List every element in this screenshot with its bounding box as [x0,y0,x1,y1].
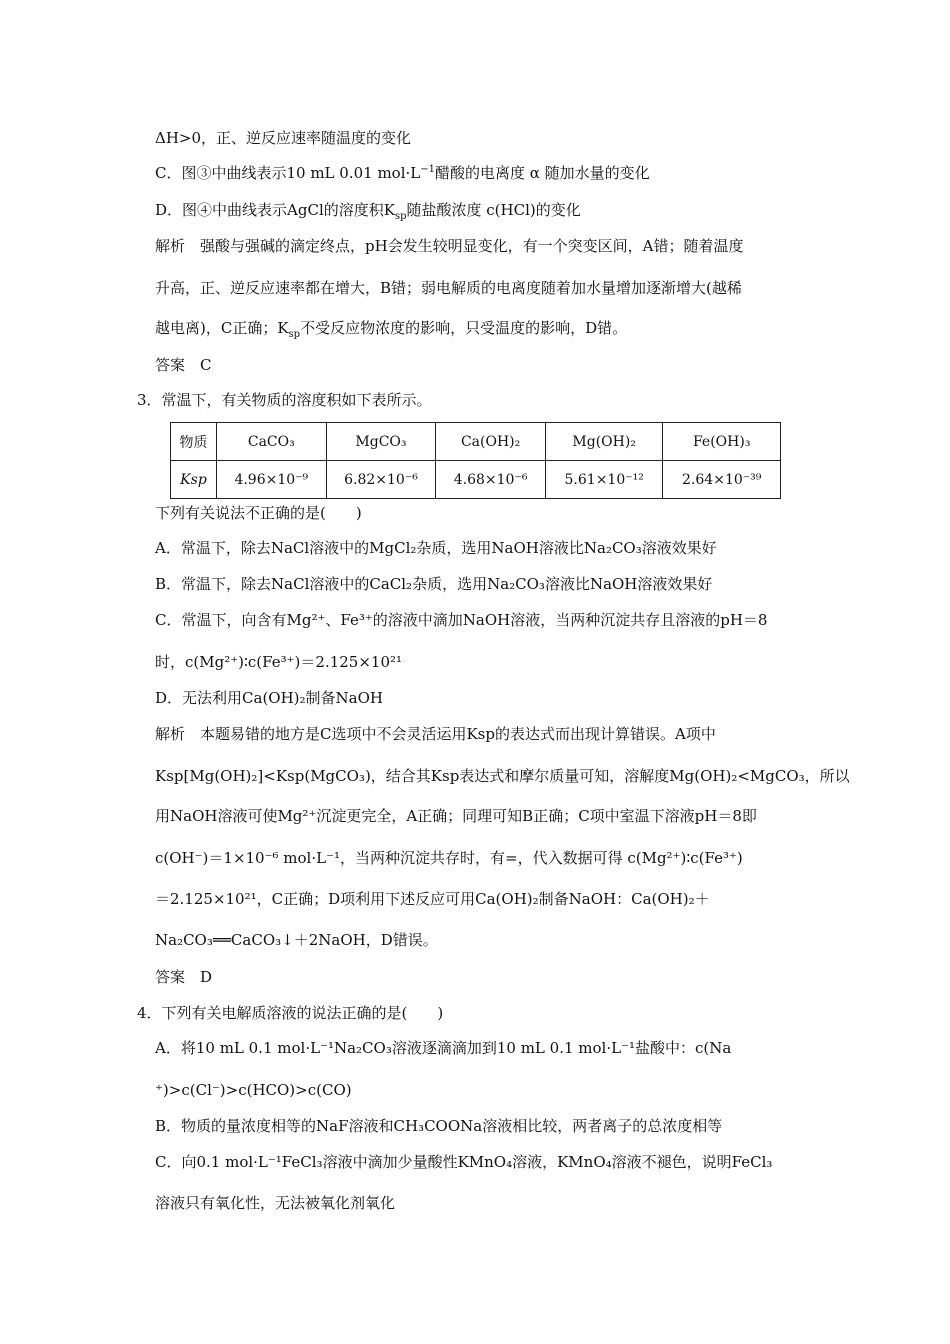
table-header-row [171,423,781,461]
ksp-table [170,422,781,499]
option-b-continuation: ΔH>0，正、逆反应速率随温度的变化 [155,129,412,147]
table-cell: Ca(OH)₂ [436,423,546,461]
superscript: −1 [420,164,435,175]
subscript: sp [394,211,407,222]
table-cell: 物质 [171,423,217,461]
answer-3: 答案 D [155,968,213,986]
table-cell: Ksp [171,461,217,499]
question-3: 3．常温下，有关物质的溶度积如下表所示。 [137,391,432,409]
table-cell: Fe(OH)₃ [663,423,781,461]
analysis-line-6: Na₂CO₃══CaCO₃↓＋2NaOH，D错误。 [155,931,438,949]
option-b: B．物质的量浓度相等的NaF溶液和CH₃COONa溶液相比较，两者离子的总浓度相等 [155,1117,723,1135]
option-d: D．无法利用Ca(OH)₂制备NaOH [155,689,383,707]
table-cell: 4.68×10⁻⁶ [436,461,546,499]
option-c-continuation: 溶液只有氧化性，无法被氧化剂氧化 [155,1194,396,1212]
text: D．图④中曲线表示AgCl的溶度积K [155,201,395,219]
option-c-continuation: 时，c(Mg²⁺)∶c(Fe³⁺)＝2.125×10²¹ [155,653,403,671]
option-c [155,163,650,183]
subscript: sp [288,329,301,340]
option-c: C．常温下，向含有Mg²⁺、Fe³⁺的溶液中滴加NaOH溶液，当两种沉淀共存且溶液的pH＝8 [155,611,768,629]
option-a-continuation: ⁺)>c(Cl⁻)>c(HCO)>c(CO) [155,1081,352,1099]
text: 醋酸的电离度 α 随加水量的变化 [434,164,650,182]
option-a: A．将10 mL 0.1 mol·L⁻¹Na₂CO₃溶液逐滴滴加到10 mL 0.1 mol·L⁻¹盐酸中：c(Na [155,1039,732,1057]
table-cell: 5.61×10⁻¹² [545,461,663,499]
analysis-line-1: 解析 强酸与强碱的滴定终点，pH会发生较明显变化，有一个突变区间，A错；随着温度 [155,237,744,255]
option-d [155,200,581,220]
analysis-line-2: Ksp[Mg(OH)₂]<Ksp(MgCO₃)，结合其Ksp表达式和摩尔质量可知，溶解度Mg(OH)₂<MgCO₃，所以 [155,767,850,785]
answer-2: 答案 C [155,356,212,374]
table-cell: MgCO₃ [326,423,436,461]
table-cell: 2.64×10⁻³⁹ [663,461,781,499]
text: 随盐酸浓度 c(HCl)的变化 [406,201,581,219]
analysis-line-3 [155,318,627,338]
table-cell: 4.96×10⁻⁹ [216,461,326,499]
option-c: C．向0.1 mol·L⁻¹FeCl₃溶液中滴加少量酸性KMnO₄溶液，KMnO₄溶液不褪色，说明FeCl₃ [155,1153,773,1171]
analysis-line-4: c(OH⁻)＝1×10⁻⁶ mol·L⁻¹，当两种沉淀共存时，有=，代入数据可得 c(Mg²⁺)∶c(Fe³⁺) [155,849,743,867]
analysis-line-5: ＝2.125×10²¹，C正确；D项利用下述反应可用Ca(OH)₂制备NaOH：Ca(OH)₂＋ [155,890,710,908]
table-row [171,461,781,499]
text: C．图③中曲线表示10 mL 0.01 mol·L [155,164,421,182]
table-cell: CaCO₃ [216,423,326,461]
option-a: A．常温下，除去NaCl溶液中的MgCl₂杂质，选用NaOH溶液比Na₂CO₃溶液效果好 [155,539,717,557]
table-cell: 6.82×10⁻⁶ [326,461,436,499]
analysis-line-3: 用NaOH溶液可使Mg²⁺沉淀更完全，A正确；同理可知B正确；C项中室温下溶液pH＝8即 [155,807,757,825]
table-cell: Mg(OH)₂ [545,423,663,461]
question-3-prompt: 下列有关说法不正确的是( ) [155,504,362,522]
analysis-line-1: 解析 本题易错的地方是C选项中不会灵活运用Ksp的表达式而出现计算错误。A项中 [155,725,716,743]
question-4: 4．下列有关电解质溶液的说法正确的是( ) [137,1004,444,1022]
text: 不受反应物浓度的影响，只受温度的影响，D错。 [300,319,628,337]
option-b: B．常温下，除去NaCl溶液中的CaCl₂杂质，选用Na₂CO₃溶液比NaOH溶液效果好 [155,575,713,593]
analysis-line-2: 升高，正、逆反应速率都在增大，B错；弱电解质的电离度随着加水量增加逐渐增大(越稀 [155,279,742,297]
text: 越电离)，C正确；K [155,319,289,337]
